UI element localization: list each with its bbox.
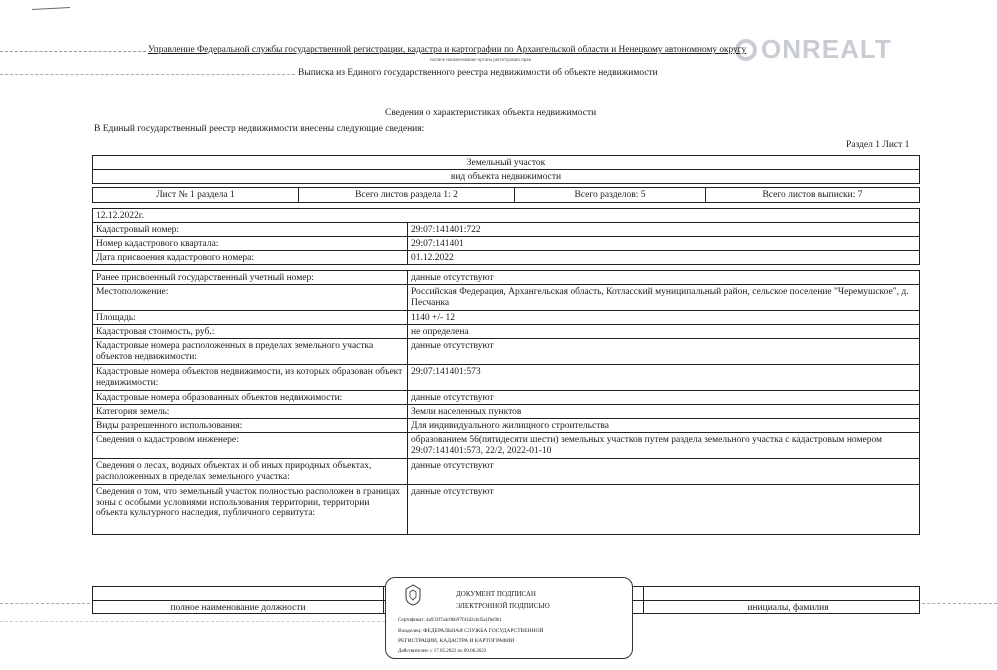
row-value-land-category: Земли населенных пунктов bbox=[411, 407, 522, 417]
row-value-engineer: образованием 56(пятидесяти шести) земельных участков путем раздела земельного участка с кадастровым номером 29:07:141401:573, 22/2, 2022-01-10 bbox=[411, 435, 883, 456]
row-divider bbox=[93, 390, 919, 391]
row-label-engineer: Сведения о кадастровом инженере: bbox=[96, 435, 239, 445]
extract-date: 12.12.2022г. bbox=[96, 211, 144, 221]
extract-title: Выписка из Единого государственного реестра недвижимости об объекте недвижимости bbox=[298, 68, 658, 78]
identity-value-cadastral: 29:07:141401:722 bbox=[411, 225, 481, 235]
identity-divider-2 bbox=[93, 250, 919, 251]
section-heading: Сведения о характеристиках объекта недвижимости bbox=[385, 108, 597, 118]
row-divider bbox=[93, 310, 919, 311]
object-type-divider bbox=[93, 169, 919, 170]
sheet-number: Лист № 1 раздела 1 bbox=[156, 190, 235, 200]
identity-table bbox=[92, 208, 920, 265]
identity-label-cadastral: Кадастровый номер: bbox=[96, 225, 180, 235]
row-label-location: Местоположение: bbox=[96, 287, 169, 297]
row-label-cost: Кадастровая стоимость, руб.: bbox=[96, 327, 215, 337]
e-signature-stamp bbox=[385, 577, 633, 659]
name-caption: инициалы, фамилия bbox=[747, 603, 829, 613]
row-value-special-zone: данные отсутствуют bbox=[411, 487, 494, 497]
identity-divider-0 bbox=[93, 222, 919, 223]
scan-dashes-left bbox=[0, 603, 90, 604]
row-value-source-objects: 29:07:141401:573 bbox=[411, 367, 481, 377]
row-value-permitted-use: Для индивидуального жилищного строительства bbox=[411, 421, 609, 431]
identity-divider-1 bbox=[93, 236, 919, 237]
row-divider bbox=[93, 432, 919, 433]
sections-total: Всего разделов: 5 bbox=[574, 190, 646, 200]
position-caption: полное наименование должности bbox=[170, 603, 306, 613]
stamp-title: ДОКУМЕНТ ПОДПИСАН bbox=[456, 590, 536, 598]
watermark-text: ONREALT bbox=[761, 34, 892, 64]
extract-dashes bbox=[0, 74, 295, 75]
section-sheet-label: Раздел 1 Лист 1 bbox=[846, 140, 910, 150]
object-type-box bbox=[92, 155, 920, 184]
stamp-certificate: Сертификат: 4a933f7a4c0bb97f41d2cbd5a1fbe9b1 bbox=[398, 618, 502, 623]
row-label-area: Площадь: bbox=[96, 313, 136, 323]
row-label-special-zone: Сведения о том, что земельный участок полностью расположен в границах зоны с особыми условиями использования территории, территории объекта культурного наследия, публичного сервитута: bbox=[96, 487, 401, 518]
authority-caption: полное наименование органа регистрации прав bbox=[430, 58, 531, 63]
row-value-natural-objects: данные отсутствуют bbox=[411, 461, 494, 471]
row-value-contained-objects: данные отсутствуют bbox=[411, 341, 494, 351]
row-label-contained-objects: Кадастровые номера расположенных в пределах земельного участка объектов недвижимости: bbox=[96, 341, 374, 362]
stamp-owner-line1: Владелец: ФЕДЕРАЛЬНАЯ СЛУЖБА ГОСУДАРСТВЕННОЙ bbox=[398, 628, 544, 634]
characteristics-table bbox=[92, 270, 920, 535]
scan-dashes-right bbox=[922, 603, 997, 604]
row-divider bbox=[93, 458, 919, 459]
row-divider bbox=[93, 484, 919, 485]
row-divider bbox=[93, 324, 919, 325]
corner-mark bbox=[32, 7, 70, 10]
stamp-validity: Действителен: с 17.05.2022 по 09.08.2023 bbox=[398, 649, 487, 654]
identity-value-quarter: 29:07:141401 bbox=[411, 239, 464, 249]
sheets-in-section: Всего листов раздела 1: 2 bbox=[355, 190, 458, 200]
identity-value-date: 01.12.2022 bbox=[411, 253, 454, 263]
registry-statement: В Единый государственный реестр недвижимости внесены следующие сведения: bbox=[94, 124, 425, 134]
object-type: Земельный участок bbox=[466, 158, 546, 168]
object-type-caption: вид объекта недвижимости bbox=[450, 172, 562, 182]
identity-label-date: Дата присвоения кадастрового номера: bbox=[96, 253, 255, 263]
row-divider bbox=[93, 418, 919, 419]
row-label-land-category: Категория земель: bbox=[96, 407, 170, 417]
row-label-prev-number: Ранее присвоенный государственный учетный номер: bbox=[96, 273, 314, 283]
row-divider bbox=[93, 364, 919, 365]
header-dashes bbox=[0, 51, 146, 52]
emblem-icon bbox=[403, 584, 423, 606]
sheet-info-row bbox=[92, 187, 920, 203]
row-label-formed-objects: Кадастровые номера образованных объектов недвижимости: bbox=[96, 393, 343, 403]
signature-column-left bbox=[383, 587, 384, 613]
row-divider bbox=[93, 284, 919, 285]
authority-name: Управление Федеральной службы государственной регистрации, кадастра и картографии по Архангельской области и Ненецкому автономному округу bbox=[148, 45, 747, 55]
row-label-source-objects: Кадастровые номера объектов недвижимости, из которых образован объект недвижимости: bbox=[96, 367, 403, 388]
stamp-subtitle: ЭЛЕКТРОННОЙ ПОДПИСЬЮ bbox=[456, 602, 550, 610]
sheets-total: Всего листов выписки: 7 bbox=[762, 190, 863, 200]
row-value-formed-objects: данные отсутствуют bbox=[411, 393, 494, 403]
signature-column-right bbox=[643, 587, 644, 613]
row-value-location: Российская Федерация, Архангельская область, Котласский муниципальный район, сельское поселение "Черемушское", д. Песчанка bbox=[411, 287, 909, 308]
scan-dashes-bottom bbox=[0, 621, 385, 622]
row-divider bbox=[93, 404, 919, 405]
row-label-natural-objects: Сведения о лесах, водных объектах и об иных природных объектах, расположенных в пределах земельного участка: bbox=[96, 461, 372, 482]
row-divider bbox=[93, 338, 919, 339]
identity-label-quarter: Номер кадастрового квартала: bbox=[96, 239, 219, 249]
row-value-cost: не определена bbox=[411, 327, 469, 337]
stamp-owner-line2: РЕГИСТРАЦИИ, КАДАСТРА И КАРТОГРАФИИ bbox=[398, 638, 515, 644]
row-value-prev-number: данные отсутствуют bbox=[411, 273, 494, 283]
row-label-permitted-use: Виды разрешенного использования: bbox=[96, 421, 243, 431]
row-value-area: 1140 +/- 12 bbox=[411, 313, 456, 323]
